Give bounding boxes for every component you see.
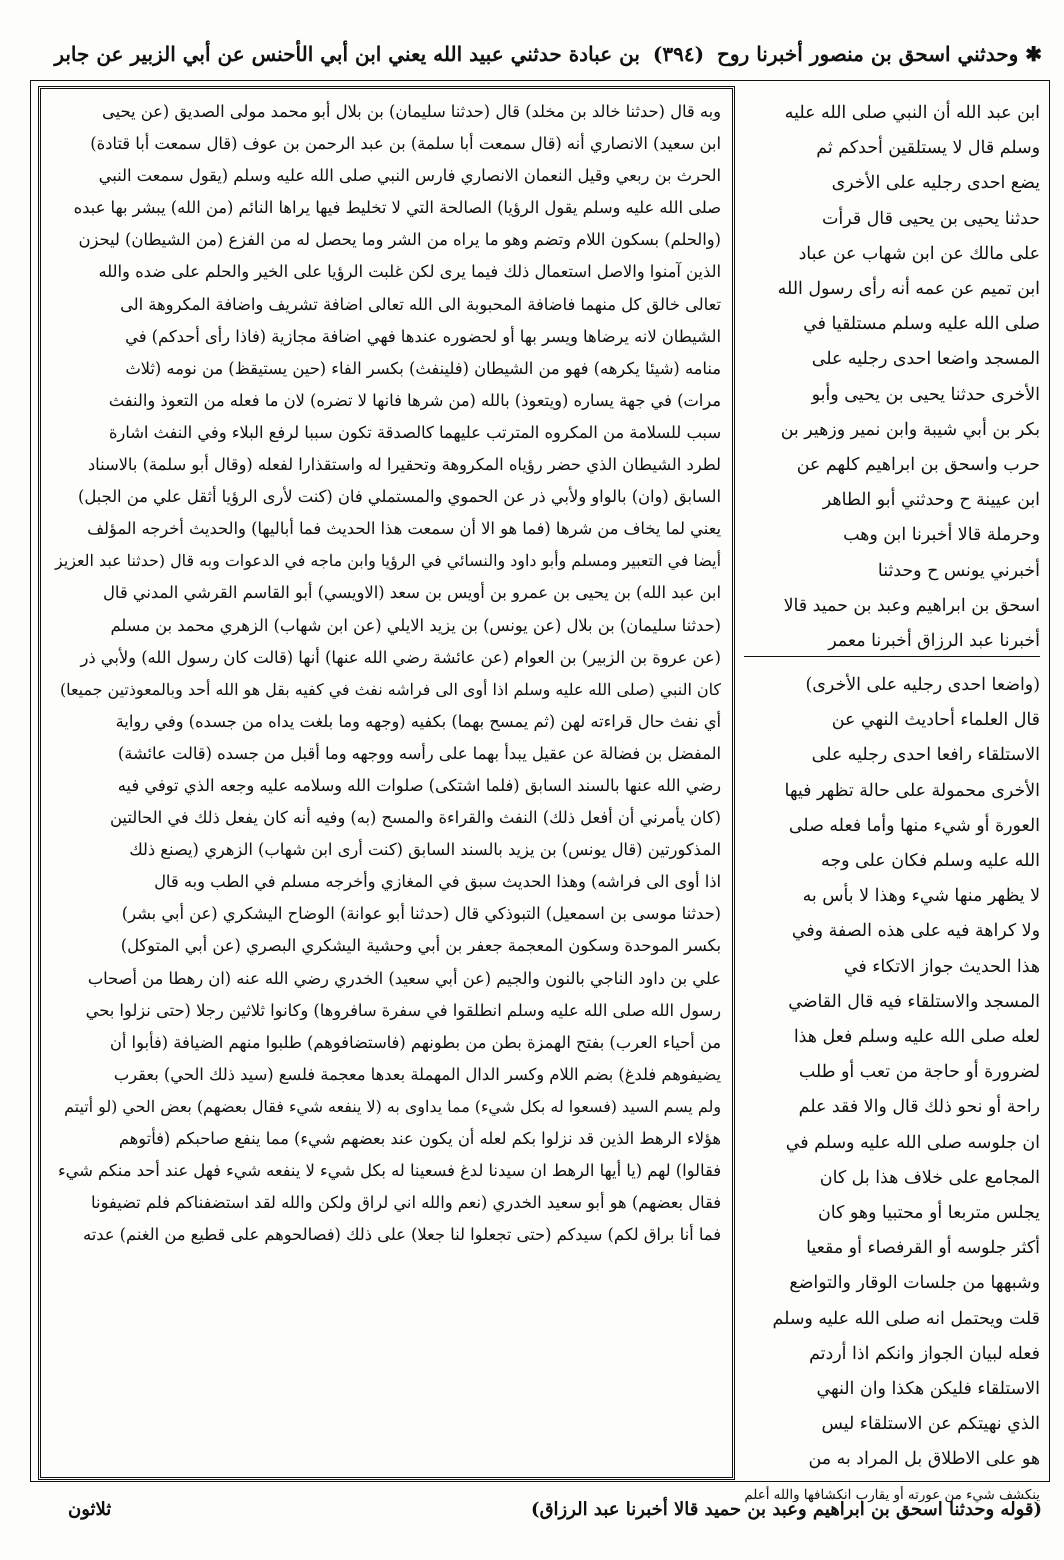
main-text-line: (والحلم) بسكون اللام وتضم وهو ما يراه من الشر وما يحصل له من الفزع (من الشيطان) ليحزن: [78, 230, 721, 250]
margin-text-line: بكر بن أبي شيبة وابن نمير وزهير بن: [780, 419, 1040, 440]
main-text-line: اذا أوى الى فراشه) وهذا الحديث سبق في المغازي وأخرجه مسلم في الطب وبه قال: [154, 872, 721, 892]
margin-commentary-line: راحة أو نحو ذلك قال والا فقد علم: [798, 1097, 1040, 1118]
main-text-line: وبه قال (حدثنا خالد بن مخلد) قال (حدثنا سليمان) بن بلال أبو محمد مولى الصديق (عن يحيى: [102, 102, 721, 121]
main-text-column: [50, 96, 721, 1464]
margin-commentary-line: وشبهها من جلسات الوقار والتواضع: [789, 1273, 1040, 1294]
main-text-line: رضي الله عنها بالسند السابق (فلما اشتكى) صلوات الله وسلامه عليه وجعه الذي توفي فيه: [117, 775, 721, 795]
running-head-right: وحدثني اسحق بن منصور أخبرنا روح: [717, 42, 1019, 66]
margin-text-line: اسحق بن ابراهيم وعبد بن حميد قالا: [783, 595, 1040, 616]
main-text-line: السابق (وان) بالواو ولأبي ذر عن الحموي والمستملي فان (كنت لأرى الرؤيا أثقل علي من الجبل): [77, 487, 721, 507]
margin-text-line: ابن عيينة ح وحدثني أبو الطاهر: [822, 490, 1040, 511]
margin-text-line: الأخرى حدثنا يحيى بن يحيى وأبو: [811, 384, 1040, 405]
running-head-left: بن عبادة حدثني عبيد الله يعني ابن أبي الأحنس عن أبي الزبير عن جابر: [54, 42, 640, 66]
main-text-line: الحرث بن ربعي وقيل النعمان الانصاري فارس النبي صلى الله عليه وسلم (يقول سمعت النبي: [98, 166, 721, 186]
margin-commentary-line: فعله لبيان الجواز وانكم اذا أردتم: [809, 1343, 1040, 1364]
margin-commentary-line: العورة أو شيء منها وأما فعله صلى: [788, 815, 1040, 836]
margin-text-line: ابن تميم عن عمه أنه رأى رسول الله: [777, 279, 1040, 300]
margin-text-line: على مالك عن ابن شهاب عن عباد: [798, 243, 1040, 264]
margin-text-line: حدثنا يحيى بن يحيى قال قرأت: [822, 208, 1040, 229]
margin-commentary-line: لضرورة أو حاجة من تعب أو طلب: [798, 1062, 1040, 1083]
main-text-line: تعالى خالق كل منهما فاضافة المحبوبة الى الله تعالى اضافة تشريف واضافة المكروهة الى: [120, 294, 721, 314]
main-text-line: الذين آمنوا والاصل استعمال ذلك فيما يرى لكن غلبت الرؤيا على الخير والحلم على ضده والله: [98, 262, 721, 282]
main-text-line: بكسر الموحدة وسكون المعجمة جعفر بن أبي وحشية اليشكري البصري (عن أبي المتوكل): [120, 936, 721, 956]
margin-commentary-line: ينكشف شيء من عورته أو يقارب انكشافها والله أعلم: [744, 1487, 1040, 1503]
main-text-line: فقالوا) لهم (يا أيها الرهط ان سيدنا لدغ فسعينا له بكل شيء لا ينفعه شيء فهل عند أحد منكم شيء: [57, 1161, 721, 1181]
margin-text-line: حرب واسحق بن ابراهيم كلهم عن: [796, 455, 1040, 476]
margin-commentary-line: الاستلقاء رافعا احدى رجليه على: [811, 745, 1040, 766]
main-text-line: أي نفث حال قراءته لهن (ثم يمسح بهما) بكفيه (وجهه وما بلغت يداه من جسده) وفي رواية: [115, 711, 721, 731]
margin-commentary-line: الله عليه وسلم فكان على وجه: [821, 851, 1040, 872]
main-text-line: رسول الله صلى الله عليه وسلم انطلقوا في سفرة سافروها) وكانوا ثلاثين رجلا (حتى نزلوا بحي: [85, 1000, 721, 1020]
margin-commentary-line: قال العلماء أحاديث النهي عن: [831, 710, 1040, 731]
main-text-line: ابن عبد الله) بن يحيى بن عمرو بن أويس بن سعد (الاويسي) أبو القاسم القرشي المدني قال: [103, 583, 721, 603]
margin-text-line: أخبرني يونس ح وحدثنا: [877, 560, 1040, 581]
margin-commentary-line: الذي نهيتكم عن الاستلقاء ليس: [821, 1414, 1040, 1435]
main-text-line: الشيطان لانه يرضاها ويسر بها أو لحضوره عندها فهي اضافة مجازية (فاذا رأى أحدكم) في: [125, 326, 721, 346]
margin-commentary-line: الأخرى محمولة على حالة تظهر فيها: [784, 780, 1040, 801]
main-text-line: هؤلاء الرهط الذين قد نزلوا بكم لعله أن يكون عند بعضهم شيء) مما ينفع صاحبكم (فأتوهم: [118, 1129, 721, 1148]
main-text-line: (حدثنا موسى بن اسمعيل) التبوذكي قال (حدثنا أبو عوانة) الوضاح اليشكري (عن أبي بشر): [121, 904, 721, 924]
margin-commentary-line: لعله صلى الله عليه وسلم فعل هذا: [793, 1027, 1040, 1048]
main-text-line: منامه (شيئا يكرهه) فهو من الشيطان (فلينفث) بكسر الفاء (حين يستيقظ) من نومه (ثلاث: [125, 358, 721, 378]
margin-commentary-line: يجلس متربعا أو محتبيا وهو كان: [817, 1203, 1040, 1224]
margin-hadith-text: [744, 96, 1040, 659]
margin-text-line: المسجد واضعا احدى رجليه على: [811, 349, 1040, 370]
main-text-line: (كان يأمرني أن أفعل ذلك) النفث والقراءة والمسح (به) وفيه أنه كان يفعل ذلك في الحالتين: [110, 808, 721, 828]
main-text-line: المذكورتين (قال يونس) بن يزيد بالسند السابق (كنت أرى ابن شهاب) الزهري (يصنع ذلك: [129, 840, 721, 860]
margin-text-line: ابن عبد الله أن النبي صلى الله عليه: [784, 103, 1040, 123]
margin-commentary-line: الاستلقاء فليكن هكذا وان النهي: [816, 1379, 1040, 1400]
margin-text-line: وحرملة قالا أخبرنا ابن وهب: [843, 525, 1040, 546]
margin-text-line: يضع احدى رجليه على الأخرى: [831, 173, 1040, 194]
star-ornament-icon: ✱: [1025, 42, 1042, 66]
footer-commentary-line: (قوله وحدثنا اسحق بن ابراهيم وعبد بن حميد قالا أخبرنا عبد الرزاق): [531, 1499, 1042, 1520]
running-head: [22, 34, 1042, 74]
main-text-line: المفضل بن فضالة عن عقيل يبدأ بهما على رأسه ووجهه وما أقبل من جسده (قالت عائشة): [117, 743, 721, 763]
margin-commentary-line: المسجد والاستلقاء فيه قال القاضي: [788, 991, 1040, 1012]
margin-divider: [744, 656, 1040, 657]
margin-commentary-line: هو على الاطلاق بل المراد به من: [808, 1449, 1040, 1470]
main-text-line: صلى الله عليه وسلم يقول الرؤيا) الصالحة التي لا تخليط فيها يراها النائم (من الله) يبشر بها عبده: [73, 198, 721, 218]
main-text-line: سبب للسلامة من المكروه المترتب عليهما كالصدقة تكون سببا لرفع البلاء وفي النفث اشارة: [108, 422, 721, 442]
main-text-line: علي بن داود الناجي بالنون والجيم (عن أبي سعيد) الخدري رضي الله عنه (ان رهطا من أصحاب: [87, 968, 721, 988]
margin-commentary-line: هذا الحديث جواز الاتكاء في: [843, 956, 1040, 977]
main-text-line: من أحياء العرب) بفتح الهمزة بطن من بطونهم (فاستضافوهم) طلبوا منهم الضيافة (فأبوا أن: [109, 1032, 721, 1052]
main-text-line: ابن سعيد) الانصاري أنه (قال سمعت أبا سلمة) بن عبد الرحمن بن عوف (قال سمعت أبا قتادة): [90, 134, 721, 154]
margin-text-line: وسلم قال لا يستلقين أحدكم ثم: [816, 138, 1040, 159]
main-text-line: كان النبي (صلى الله عليه وسلم اذا أوى الى فراشه نفث في كفيه بقل هو الله أحد وبالمعوذتين جميعا): [59, 679, 721, 699]
margin-commentary-line: (واضعا احدى رجليه على الأخرى): [805, 675, 1040, 695]
main-text-line: فقال بعضهم) هو أبو سعيد الخدري (نعم والله اني لراق ولكن والله لقد استضفناكم فلم تضيفونا: [91, 1193, 721, 1213]
main-text-line: يضيفوهم فلدغ) بضم اللام وكسر الدال المهملة بعدها معجمة فلسع (سيد ذلك الحي) بعقرب: [113, 1064, 721, 1084]
signature-mark: ثلاثون: [68, 1499, 112, 1520]
main-text-line: أيضا في التعبير ومسلم وأبو داود والنسائي في الرؤيا وابن ماجه في الدعوات وبه قال (حدثنا عبد العزيز: [55, 551, 721, 571]
margin-column: [744, 96, 1040, 1503]
page-number: (٣٩٤): [652, 42, 705, 66]
margin-text-line: أخبرنا عبد الرزاق أخبرنا معمر: [828, 631, 1040, 652]
margin-commentary-line: أكثر جلوسه أو القرفصاء أو مقعيا: [806, 1238, 1040, 1259]
main-text-line: (حدثنا سليمان) بن بلال (عن يونس) بن يزيد الايلي (عن ابن شهاب) الزهري محمد بن مسلم: [110, 615, 721, 635]
main-text-line: يعني لما يخاف من شرها (فما هو الا أن سمعت هذا الحديث فما أباليها) والحديث أخرجه المؤلف: [87, 519, 721, 539]
margin-commentary-line: ان جلوسه صلى الله عليه وسلم في: [785, 1132, 1040, 1153]
main-text-line: فما أنا براق لكم) سيدكم (حتى تجعلوا لنا جعلا) على ذلك (فصالحوهم على قطيع من الغنم) عدته: [82, 1225, 721, 1245]
margin-text-line: صلى الله عليه وسلم مستلقيا في: [803, 314, 1040, 335]
main-text-line: (عن عروة بن الزبير) بن العوام (عن عائشة رضي الله عنها) أنها (قالت كان رسول الله) ولأبي ذر: [80, 647, 721, 667]
margin-commentary-line: ولا كراهة فيه على هذه الصفة وفي: [791, 921, 1040, 942]
main-text-line: مرات) في جهة يساره (ويتعوذ) بالله (من شرها فانها لا تضره) لان ما فعله من التعوذ والنفث: [108, 390, 721, 410]
main-text-line: ولم يسم السيد (فسعوا له بكل شيء) مما يداوى به (لا ينفعه شيء فقال بعضهم) بعض الحي (لو أتيتم: [64, 1096, 721, 1116]
margin-commentary-line: لا يظهر منها شيء وهذا لا بأس به: [802, 886, 1040, 907]
main-text-line: لطرد الشيطان الذي حضر رؤياه المكروهة وتحقيرا له واستقذارا لفعله (وقال أبو سلمة) بالاسناد: [87, 455, 721, 475]
margin-commentary-text: [744, 668, 1040, 1513]
margin-commentary-line: المجامع على خلاف هذا بل كان: [819, 1167, 1040, 1188]
margin-commentary-line: قلت ويحتمل انه صلى الله عليه وسلم: [772, 1308, 1040, 1329]
